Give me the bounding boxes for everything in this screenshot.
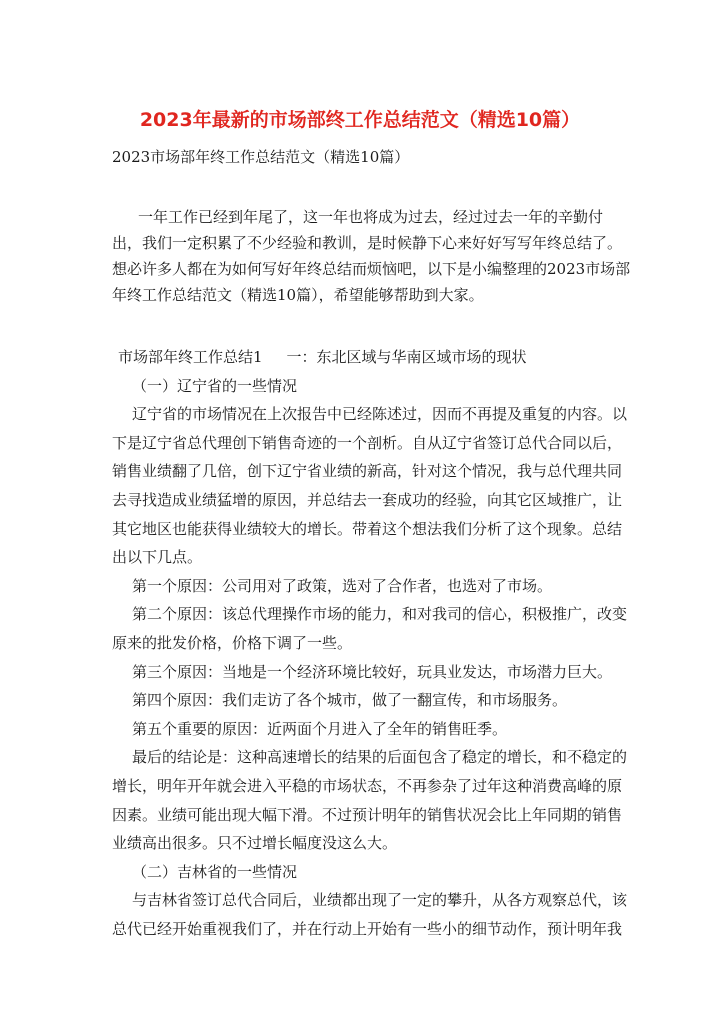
section-label: 市场部年终工作总结1 [118,348,263,366]
document-body [112,343,628,943]
section-heading [112,343,614,372]
conclusion-line: 最后的结论是：这种高速增长的结果的后面包含了稳定的增长，和不稳定的 [132,748,628,767]
paragraph-line: 销售业绩翻了几倍，创下辽宁省业绩的新高，针对这个情况，我与总代理共同 [112,462,623,481]
document-title: 2023年最新的市场部终工作总结范文（精选10篇） [139,109,581,131]
subsection-heading-liaoning: （一）辽宁省的一些情况 [132,376,298,395]
reason-line: 第四个原因：我们走访了各个城市，做了一翻宣传，和市场服务。 [132,691,568,710]
paragraph-line: 去寻找造成业绩猛增的原因，并总结去一套成功的经验，向其它区域推广，让 [112,490,623,509]
paragraph-line: 总代已经开始重视我们了，并在行动上开始有一些小的细节动作，预计明年我 [112,919,623,938]
intro-line: 年终工作总结范文（精选10篇），希望能够帮助到大家。 [112,286,484,304]
intro-line: 想必许多人都在为如何写好年终总结而烦恼吧，以下是小编整理的2023市场部 [112,260,631,278]
reason-line: 第二个原因：该总代理操作市场的能力，和对我司的信心，积极推广，改变 [132,605,628,624]
intro-paragraph [112,204,631,308]
reason-line: 原来的批发价格，价格下调了一些。 [112,633,353,652]
paragraph-line: 其它地区也能获得业绩较大的增长。带着这个想法我们分析了这个现象。总结 [112,519,623,538]
intro-line: 一年工作已经到年尾了，这一年也将成为过去，经过过去一年的辛勤付 [138,208,604,226]
reason-line: 第五个重要的原因：近两面个月进入了全年的销售旺季。 [132,719,508,738]
paragraph-line: 下是辽宁省总代理创下销售奇迹的一个剖析。自从辽宁省签订总代合同以后， [112,433,623,452]
document-subtitle: 2023市场部年终工作总结范文（精选10篇） [112,148,410,166]
subsection-heading-jilin: （二）吉林省的一些情况 [132,862,298,881]
conclusion-line: 业绩高出很多。只不过增长幅度没这么大。 [112,834,398,853]
section-title: 一：东北区域与华南区域市场的现状 [286,348,527,366]
conclusion-line: 增长，明年开年就会进入平稳的市场状态，不再参杂了过年这种消费高峰的原 [112,776,623,795]
paragraph-line: 辽宁省的市场情况在上次报告中已经陈述过，因而不再提及重复的内容。以 [132,405,628,424]
intro-line: 出，我们一定积累了不少经验和教训，是时候静下心来好好写写年终总结了。 [112,234,623,252]
conclusion-line: 因素。业绩可能出现大幅下滑。不过预计明年的销售状况会比上年同期的销售 [112,805,623,824]
paragraph-line: 与吉林省签订总代合同后，业绩都出现了一定的攀升，从各方观察总代，该 [132,891,628,910]
reason-line: 第一个原因：公司用对了政策，选对了合作者，也选对了市场。 [132,576,553,595]
paragraph-line: 出以下几点。 [112,548,203,567]
reason-line: 第三个原因：当地是一个经济环境比较好，玩具业发达，市场潜力巨大。 [132,662,613,681]
